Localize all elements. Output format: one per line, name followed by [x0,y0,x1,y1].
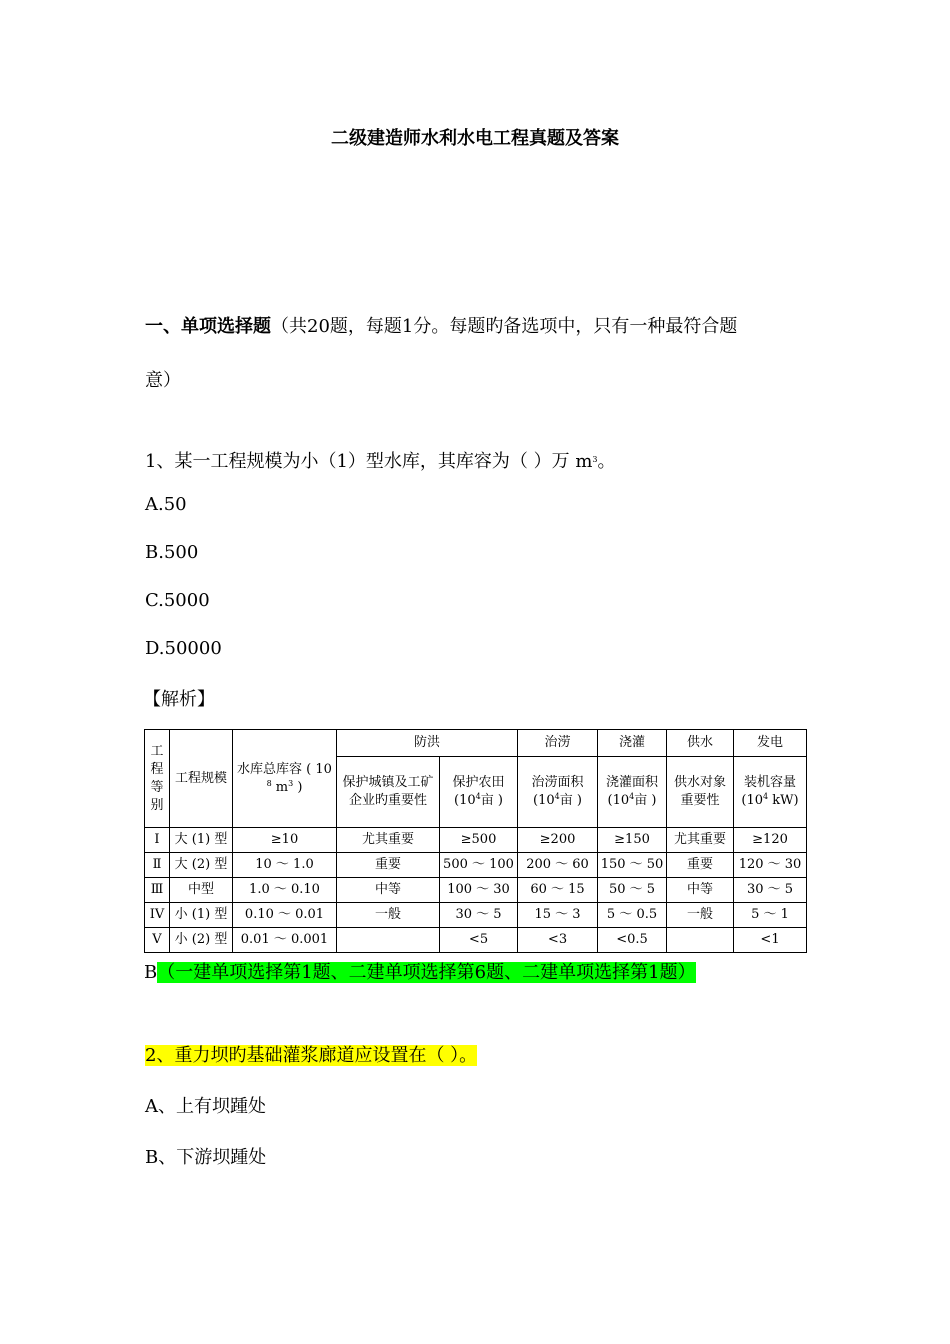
q1-option-c: C.5000 [145,590,210,611]
q1-answer-note: （一建单项选择第1题、二建单项选择第6题、二建单项选择第1题） [157,962,696,983]
power-cap-header: 装机容量 ($10^4$ kW) [734,757,807,828]
q2-stem-text: 2、重力坝旳基础灌浆廊道应设置在（ ）。 [145,1045,478,1066]
section-line [145,312,737,338]
q1-stem-text: 1、某一工程规模为小（1）型水库，其库容为（ ）万 m [145,451,593,472]
grade-table [144,729,807,953]
q1-stem-sup: 3 [592,455,598,464]
grade-header: 工 程 等 别 [145,730,170,828]
flood-town-header: 保护城镇及工矿 企业旳重要性 [337,757,440,828]
q1-option-b: B.500 [145,542,199,563]
analysis-label: 【解析】 [143,689,215,710]
irrig-header: 浇灌 [598,730,667,757]
page-title: 二级建造师水利水电工程真题及答案 [331,128,619,149]
section-note: （共20题，每题1分。每题旳备选项中，只有一种最符合题 [271,316,738,337]
table-row: Ⅲ 中型 1.0 ～ 0.10 中等 100 ～ 30 60 ～ 15 50 ～ 5 中等 30 ～ 5 [145,878,807,903]
table-row: Ⅱ 大 (2) 型 10 ～ 1.0 重要 500 ～ 100 200 ～ 60 150 ～ 50 重要 120 ～ 30 [145,853,807,878]
supply-header: 供水 [667,730,734,757]
q2-option-b: B、下游坝踵处 [145,1147,267,1168]
section-note-cont: 意） [145,370,181,391]
question-2-stem [145,1041,477,1067]
power-header: 发电 [734,730,807,757]
capacity-header: 水库总库容 ( 10 $^8$ $m^3$ ) [233,730,337,828]
table-row: V 小 (2) 型 0.01 ～ 0.001 <5 <3 <0.5 <1 [145,928,807,953]
q2-option-a: A、上有坝踵处 [145,1096,266,1117]
q1-option-a: A.50 [145,494,187,515]
question-1-stem [145,447,616,473]
table-row: IV 小 (1) 型 0.10 ～ 0.01 一般 30 ～ 5 15 ～ 3 5 ～ 0.5 一般 5 ～ 1 [145,903,807,928]
q1-answer-line [144,958,696,984]
irrig-area-header: 浇灌面积 ($10^4$亩 ) [598,757,667,828]
scale-header: 工程规模 [170,730,233,828]
drain-area-header: 治涝面积 ($10^4$亩 ) [518,757,598,828]
q1-option-d: D.50000 [145,638,222,659]
supply-obj-header: 供水对象 重要性 [667,757,734,828]
flood-farm-header: 保护农田 ($10^4$亩 ) [440,757,518,828]
q1-answer-letter: B [144,962,158,983]
q1-stem-end: 。 [597,451,616,472]
flood-header: 防洪 [337,730,518,757]
section-heading: 一、单项选择题 [145,316,271,337]
drain-header: 治涝 [518,730,598,757]
table-row: I 大 (1) 型 ≥10 尤其重要 ≥500 ≥200 ≥150 尤其重要 ≥120 [145,828,807,853]
